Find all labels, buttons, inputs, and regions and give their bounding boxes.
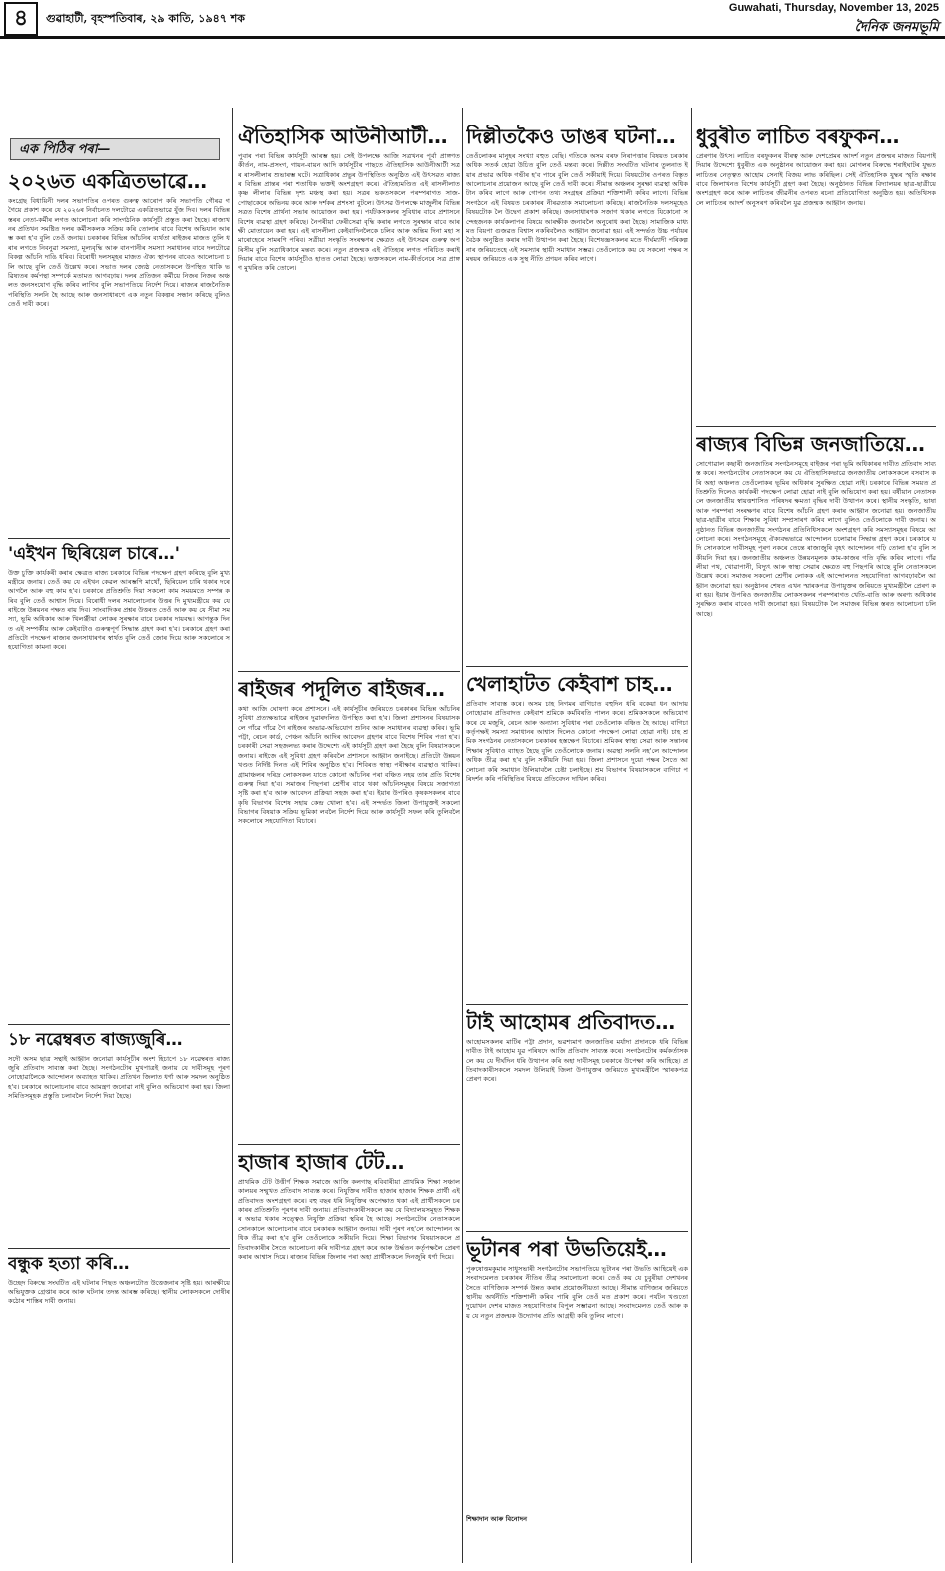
divider [8, 1024, 230, 1025]
divider [696, 426, 936, 427]
headline: ১৮ নৱেম্বৰত ৰাজ্যজুৰি… [8, 1030, 183, 1050]
column-3 [466, 125, 688, 1563]
article-auniati [238, 125, 460, 660]
article-body: কথা আজি ঘোষণা কৰে প্ৰশাসনে। এই কাৰ্যসূচীৰ জৰিয়তে চৰকাৰৰ বিভিন্ন আঁচনিৰ সুবিধা প্ৰত্যক্ষভাৱে ৰাইজৰ দুৱাৰদলিত উপস্থিত কৰা হ'ব। জিলা প্ৰশাসনৰ বিষয়াসকলে গাঁৱে গাঁৱে গৈ ৰাইজৰ অভাৱ-অভিযোগ শুনিব আৰু সমাধানৰ ব্যৱস্থা কৰিব। ভূমি পট্টা, ৰেচন কাৰ্ড, পেঞ্চন আঁচনি আদিৰ আবেদন গ্ৰহণৰ বাবে বিশেষ শিবিৰ পতা হ'ব। চৰকাৰী সেৱা সহজলভ্য কৰাৰ উদ্দেশ্যে এই কাৰ্যসূচী গ্ৰহণ কৰা হৈছে বুলি বিষয়াসকলে জনায়। ৰাইজে এই সুবিধা গ্ৰহণ কৰিবলৈ প্ৰশাসনে আহ্বান জনাইছে। প্ৰতিটো উন্নয়ন খণ্ডত নিৰ্দিষ্ট দিনত এই শিবিৰ অনুষ্ঠিত হ'ব। শিবিৰত স্বাস্থ্য পৰীক্ষাৰ ব্যৱস্থাও থাকিব। গ্ৰামাঞ্চলৰ দৰিদ্ৰ লোকসকল যাতে কোনো আঁচনিৰ পৰা বঞ্চিত নহয় তাৰ প্ৰতি বিশেষ গুৰুত্ব দিয়া হ'ব। সমাজৰ পিছপৰা শ্ৰেণীৰ বাবে থকা আঁচনিসমূহৰ বিষয়ে সজাগতা সৃষ্টি কৰা হ'ব আৰু আবেদন প্ৰক্ৰিয়া সহজ কৰা হ'ব। ইয়াৰ উপৰিও কৃষকসকলৰ বাবে কৃষি বিভাগৰ বিশেষ সহায় কেন্দ্ৰ খোলা হ'ব। এই সন্দৰ্ভত জিলা উপায়ুক্তই সকলো বিভাগৰ বিষয়াক সক্ৰিয় ভূমিকা লবলৈ নিৰ্দেশ দিয়ে আৰু কাৰ্যসূচী সফল কৰি তুলিবলৈ সকলোৰে সহযোগিতা বিচাৰে। [238, 705, 460, 826]
article-body: কংগ্ৰেছ বিধায়িনী দলৰ সভাপতিৰ ওপৰত গুৰুত্ব আৰোপ কৰি সভাপতি গৌৰৱ গগৈয়ে প্ৰকাশ কৰে যে ২০২৬ৰ নিৰ্বাচনত দলটোৱে একত্ৰিতভাৱে যুঁজ দিব। দলৰ বিভিন্ন স্তৰৰ নেতা-কৰ্মীৰ লগত আলোচনা কৰি সাংগঠনিক কাৰ্যসূচী প্ৰস্তুত কৰা হৈছে। ৰাজ্যখনৰ প্ৰতিখন সমষ্টিত দলৰ কৰ্মীসকলক সক্ৰিয় কৰি তোলাৰ বাবে বিশেষ অভিযান আৰম্ভ কৰা হ'ব বুলি তেওঁ জনায়। চৰকাৰৰ বিভিন্ন আঁচনিৰ ব্যৰ্থতা ৰাইজৰ মাজত তুলি ধৰাৰ লগতে নিবনুৱা সমস্যা, মূল্যবৃদ্ধি আৰু বানপানীৰ সমস্যা সমাধানৰ বাবে দলটোৱে বিকল্প আঁচনি দাঙি ধৰিব। বিৰোধী দলসমূহৰ মাজত ঐক্য স্থাপনৰ বাবেও আলোচনা চলি আছে বুলি তেওঁ উল্লেখ কৰে। সভাত দলৰ জ্যেষ্ঠ নেতাসকলে উপস্থিত থাকি ভৱিষ্যতৰ কৰ্মপন্থা সম্পৰ্কে মতামত আগবঢ়ায়। দলৰ প্ৰতিজন কৰ্মীয়ে নিজৰ নিজৰ অঞ্চলত জনসংযোগ বৃদ্ধি কৰিব লাগিব বুলি সভাপতিয়ে নিৰ্দেশ দিয়ে। ৰাজ্যৰ ৰাজনৈতিক পৰিস্থিতি সলনি হৈ আছে আৰু জনসাধাৰণে এক নতুন বিকল্পৰ সন্ধান কৰিছে বুলিও তেওঁ দাবী কৰে। [8, 197, 230, 308]
headline: খেলাহাটত কেইবাশ চাহ… [466, 672, 673, 696]
article-ekatritabhave [8, 170, 230, 525]
headline: বন্ধুক হত্যা কৰি… [8, 1254, 130, 1274]
divider [466, 666, 688, 667]
date-assamese: গুৱাহাটী, বৃহস্পতিবাৰ, ২৯ কাতি, ১৯৪৭ শক [46, 12, 245, 25]
page-header [0, 0, 945, 39]
article-body: সোণোৱাল কছাৰী জনজাতিৰ সংগঠনসমূহে বাইজৰ পৰা ভূমি অধিকাৰৰ দাবীত প্ৰতিবাদ সাব্যস্ত কৰে। সংগঠনটোৰ নেতাসকলে কয় যে ঐতিহাসিকভাৱে জনজাতীয় লোকসকলে বসবাস কৰি অহা অঞ্চলত তেওঁলোকৰ ভূমিৰ অধিকাৰ সুৰক্ষিত হোৱা নাই। চৰকাৰে বিভিন্ন সময়ত প্ৰতিশ্ৰুতি দিলেও কাৰ্যকৰী পদক্ষেপ লোৱা হোৱা নাই বুলি অভিযোগ কৰা হয়। বৰ্ষীয়ান নেতাসকলে জনজাতীয় স্বায়ত্তশাসিত পৰিষদৰ ক্ষমতা বৃদ্ধিৰ দাবী উত্থাপন কৰে। স্থানীয় সংস্কৃতি, ভাষা আৰু পৰম্পৰা সংৰক্ষণৰ বাবে বিশেষ আঁচনি গ্ৰহণ কৰাৰ আহ্বান জনোৱা হয়। জনজাতীয় ছাত্ৰ-ছাত্ৰীৰ বাবে শিক্ষাৰ সুবিধা সম্প্ৰসাৰণ কৰিব লাগে বুলিও তেওঁলোকে দাবী জনায়। অনুষ্ঠানত বিভিন্ন জনজাতীয় সংগঠনৰ প্ৰতিনিধিসকলে অংশগ্ৰহণ কৰি সমস্যাসমূহৰ বিষয়ে আলোচনা কৰে। সংগঠনসমূহে ঐক্যবদ্ধভাৱে আন্দোলন চলোৱাৰ সিদ্ধান্ত গ্ৰহণ কৰে। চৰকাৰে যদি সোনকালে দাবীসমূহ পূৰণ নকৰে তেন্তে ৰাজ্যজুৰি বৃহৎ আন্দোলন গঢ়ি তোলা হ'ব বুলি সকীয়নি দিয়া হয়। জনজাতীয় অঞ্চলত উন্নয়নমূলক কাম-কাজৰ গতি বৃদ্ধি কৰিব লাগে। গাঁৱলীয়া পথ, খোৱাপানী, বিদ্যুৎ আৰু স্বাস্থ্য সেৱাৰ ক্ষেত্ৰত বহু পিছপৰি আছে বুলি নেতাসকলে উল্লেখ কৰে। সমাজৰ সকলো শ্ৰেণীৰ লোকক এই আন্দোলনত সহযোগিতা আগবঢ়াবলৈ আহ্বান জনোৱা হয়। অনুষ্ঠানৰ শেষত এখন স্মাৰকপত্ৰ উপায়ুক্তৰ জৰিয়তে মুখ্যমন্ত্ৰীলৈ প্ৰেৰণ কৰা হয়। ইয়াৰ উপৰিও জনজাতীয় লোকসকলৰ পৰম্পৰাগত খেতি-বাতি আৰু অৰণ্য অধিকাৰ সুৰক্ষিত কৰাৰ বাবেও দাবী জনোৱা হয়। বিষয়টোক লৈ সমাজৰ বিভিন্ন স্তৰত আলোচনা চলি আছে। [696, 460, 936, 618]
article-body: প্ৰেৰণাৰ উৎস। লাচিত বৰফুকনৰ বীৰত্ব আৰু দেশপ্ৰেমৰ আদৰ্শ নতুন প্ৰজন্মৰ মাজত বিয়পাই দিয়াৰ উদ্দেশ্যে ধুবুৰীত এক অনুষ্ঠানৰ আয়োজন কৰা হয়। মোগলৰ বিৰুদ্ধে শৰাইঘাটৰ যুদ্ধত লাচিতৰ নেতৃত্বত আহোম সেনাই বিজয় লাভ কৰিছিল। সেই ঐতিহাসিক যুদ্ধৰ স্মৃতি ৰক্ষাৰ বাবে জিলাখনত বিশেষ কাৰ্যসূচী গ্ৰহণ কৰা হৈছে। অনুষ্ঠানত বিভিন্ন বিদ্যালয়ৰ ছাত্ৰ-ছাত্ৰীয়ে অংশগ্ৰহণ কৰে আৰু লাচিতৰ জীৱনীৰ ওপৰত ৰচনা প্ৰতিযোগিতা অনুষ্ঠিত হয়। অতিথিসকলে লাচিতৰ আদৰ্শ অনুসৰণ কৰিবলৈ যুৱ প্ৰজন্মক আহ্বান জনায়। [696, 152, 936, 207]
masthead: দৈনিক জনমভূমি [854, 20, 939, 35]
article-body: পুৰুষোত্তমকুমাৰ সাধুসভাৰী সংগঠনটোৰ সভাপতিয়ে ভূটানৰ পৰা উভতি আহিয়েই এক সংবাদমেলত চৰকাৰৰ নীতিৰ তীব্ৰ সমালোচনা কৰে। তেওঁ কয় যে চুবুৰীয়া দেশখনৰ সৈতে বাণিজ্যিক সম্পৰ্ক উন্নত কৰাৰ প্ৰয়োজনীয়তা আছে। সীমান্ত বাণিজ্যৰ জৰিয়তে স্থানীয় অৰ্থনীতি শক্তিশালী কৰিব পাৰি বুলি তেওঁ মত প্ৰকাশ কৰে। পৰ্যটন খণ্ডতো দুয়োখন দেশৰ মাজত সহযোগিতাৰ বিপুল সম্ভাৱনা আছে। সংবাদমেলত তেওঁ আৰু কয় যে নতুন প্ৰজন্মক উদ্যোগৰ প্ৰতি আগ্ৰহী কৰি তুলিব লাগে। [466, 1265, 688, 1320]
divider [238, 671, 460, 672]
article-bhutan [466, 1225, 688, 1563]
headline: দিল্লীতকৈও ডাঙৰ ঘটনা… [466, 125, 676, 148]
article-body: পুবাৰ পৰা বিভিন্ন কাৰ্যসূচী আৰম্ভ হয়। সেই উপলক্ষে আজি সত্ৰখনৰ পূৰ্বা প্ৰাঙ্গণত কীৰ্তন, নাম-প্ৰসংগ, গায়ন-বায়ন আদি কাৰ্যসূচীৰ পাছতে ঐতিহাসিক আউনীআটী সত্ৰৰ ৰাসলীলাৰ শুভাৰম্ভ ঘটে। সত্ৰাধিকাৰ প্ৰভুৰ উপস্থিতিত অনুষ্ঠিত এই উৎসৱত ৰাজ্যৰ বিভিন্ন প্ৰান্তৰ পৰা শতাধিক ভক্তই অংশগ্ৰহণ কৰে। ঐতিহ্যমণ্ডিত এই ৰাসলীলাত কৃষ্ণ লীলাৰ বিভিন্ন দৃশ্য মঞ্চস্থ কৰা হয়। সত্ৰৰ ভকতসকলে পৰম্পৰাগত সাজ-পোছাকেৰে অভিনয় কৰে আৰু দৰ্শকৰ প্ৰশংসা বুটলে। উৎসৱ উপলক্ষে মাজুলীৰ বিভিন্ন সত্ৰত বিশেষ প্ৰাৰ্থনা সভাৰ আয়োজন কৰা হয়। পৰ্যটকসকলৰ সুবিধাৰ বাবে প্ৰশাসনে বিশেষ ব্যৱস্থা গ্ৰহণ কৰিছে। নৈপৰীয়া ফেৰীসেৱা বৃদ্ধি কৰাৰ লগতে সুৰক্ষাৰ বাবে আৰক্ষী মোতায়েন কৰা হয়। এই ৰাসলীলা কেইবাদিনলৈকে চলিব আৰু অন্তিম দিনা মহা সমাৰোহেৰে সামৰণি পৰিব। সত্ৰীয়া সংস্কৃতি সংৰক্ষণৰ ক্ষেত্ৰত এই উৎসৱৰ গুৰুত্ব অপৰিসীম বুলি সত্ৰাধিকাৰে মন্তব্য কৰে। নতুন প্ৰজন্মক এই ঐতিহ্যৰ লগত পৰিচিত কৰাই দিয়াৰ বাবে বিশেষ কাৰ্যসূচীও হাতত লোৱা হৈছে। ভক্তসকলে নাম-কীৰ্তনেৰে সত্ৰ প্ৰাঙ্গণ মুখৰিত কৰি তোলে। [238, 152, 460, 273]
headline: ৰাইজৰ পদূলিত ৰাইজৰ… [238, 677, 445, 701]
article-body: প্ৰতিবাদ সাব্যস্ত কৰে। অসম চাহ নিগমৰ বাগিচাত বহুদিন ধৰি বকেয়া ধন আদায় নোহোৱাৰ প্ৰতিবাদত কেইবাশ শ্ৰমিকে কৰ্মবিৰতি পালন কৰে। শ্ৰমিকসকলে অভিযোগ কৰে যে মজুৰি, ৰেচন আৰু অন্যান্য সুবিধাৰ পৰা তেওঁলোক বঞ্চিত হৈ আছে। বাগিচা কৰ্তৃপক্ষই সমস্যা সমাধানৰ আশ্বাস দিলেও কোনো পদক্ষেপ লোৱা হোৱা নাই। চাহ শ্ৰমিক সংগঠনৰ নেতাসকলে চৰকাৰৰ হস্তক্ষেপ বিচাৰে। শ্ৰমিকৰ স্বাস্থ্য সেৱা আৰু সন্তানৰ শিক্ষাৰ সুবিধাও ব্যাহত হৈছে বুলি তেওঁলোকে জনায়। অৱস্থা সলনি নহ'লে আন্দোলন অধিক তীব্ৰ কৰা হ'ব বুলি সকীয়নি দিয়া হয়। জিলা প্ৰশাসনে দুয়ো পক্ষৰ সৈতে আলোচনা কৰি সমাধান উলিয়াবলৈ চেষ্টা চলাইছে। শ্ৰম বিভাগৰ বিষয়াসকলে বাগিচা পৰিদৰ্শন কৰি পৰিস্থিতিৰ বিষয়ে প্ৰতিবেদন দাখিল কৰিব। [466, 700, 688, 783]
article-tea-workers [466, 660, 688, 995]
divider [466, 1004, 688, 1005]
headline: ঐতিহাসিক আউনীআটী… [238, 125, 448, 148]
article-body: প্ৰাথমিক টেট উত্তীৰ্ণ শিক্ষক সমাজে আজি কলগাছ ৰবিবাৰীয়া প্ৰাথমিক শিক্ষা সঞ্চালকালয়ৰ সন্মুখত প্ৰতিবাদ সাব্যস্ত কৰে। নিযুক্তিৰ দাবীত হাজাৰ হাজাৰ শিক্ষক প্ৰাৰ্থী এই প্ৰতিবাদত অংশগ্ৰহণ কৰে। বহু বছৰ ধৰি নিযুক্তিৰ অপেক্ষাত থকা এই প্ৰাৰ্থীসকলে চৰকাৰৰ প্ৰতিশ্ৰুতি পূৰণৰ দাবী জনায়। প্ৰতিবাদকাৰীসকলে কয় যে বিদ্যালয়সমূহত শিক্ষকৰ অভাৱ থকাৰ সত্ত্বেও নিযুক্তি প্ৰক্ৰিয়া স্থবিৰ হৈ আছে। সংগঠনটোৰ নেতাসকলে সোনকালে আলোচনাৰ বাবে চৰকাৰক আহ্বান জনায়। দাবী পূৰণ নহ'লে আন্দোলন অধিক তীব্ৰ কৰা হ'ব বুলি তেওঁলোকে সকীয়নি দিয়ে। শিক্ষা বিভাগৰ বিষয়াসকলে প্ৰতিবাদকাৰীৰ সৈতে আলোচনা কৰি দাবীপত্ৰ গ্ৰহণ কৰে আৰু উৰ্দ্ধতন কৰ্তৃপক্ষলৈ প্ৰেৰণ কৰাৰ আশ্বাস দিয়ে। ৰাজ্যৰ বিভিন্ন জিলাৰ পৰা অহা প্ৰাৰ্থীসকলে দিনজুৰি ধৰ্ণা দিয়ে। [238, 1178, 460, 1261]
headline: ৰাজ্যৰ বিভিন্ন জনজাতিয়ে… [696, 432, 925, 456]
divider [8, 1248, 230, 1249]
article-body: সদৌ অসম ছাত্ৰ সন্থাই আহ্বান জনোৱা কাৰ্যসূচীৰ অংশ হিচাপে ১৮ নৱেম্বৰত ৰাজ্যজুৰি প্ৰতিবাদ সাব্যস্ত কৰা হৈছে। সংগঠনটোৰ মুখপাত্ৰই জনায় যে দাবীসমূহ পূৰণ নোহোৱালৈকে আন্দোলন অব্যাহত থাকিব। প্ৰতিখন জিলাত ধৰ্ণা আৰু সমদল অনুষ্ঠিত হ'ব। চৰকাৰে আলোচনাৰ বাবে আমন্ত্ৰণ জনোৱা নাই বুলিও অভিযোগ কৰা হয়। জিলা সমিতিসমূহক প্ৰস্তুতি চলাবলৈ নিৰ্দেশ দিয়া হৈছে। [8, 1054, 230, 1100]
article-body: উচ্ছেদ বিৰুদ্ধে সংঘটিত এই ঘটনাৰ পিছত অঞ্চলটোত উত্তেজনাৰ সৃষ্টি হয়। আৰক্ষীয়ে অভিযুক্তক গ্ৰেপ্তাৰ কৰে আৰু ঘটনাৰ তদন্ত আৰম্ভ কৰিছে। স্থানীয় লোকসকলে দোষীৰ কঠোৰ শাস্তিৰ দাবী জনায়। [8, 1278, 230, 1306]
article-delhi [466, 125, 688, 655]
article-body: তেওঁলোকৰ মানুহৰ সংখ্যা বহুত বেছি। গতিকে অসম বৰফ নিৰাপত্তাৰ বিষয়ত চৰকাৰ অধিক সতৰ্ক হোৱা উচিত বুলি তেওঁ মন্তব্য কৰে। দিল্লীত সংঘটিত ঘটনাৰ তুলনাত ইয়াৰ প্ৰভাৱ অধিক গভীৰ হ'ব পাৰে বুলি তেওঁ সকীয়াই দিয়ে। বিষয়টোৰ ওপৰত বিস্তৃত আলোচনাৰ প্ৰয়োজন আছে বুলি তেওঁ দাবী কৰে। সীমান্ত অঞ্চলৰ সুৰক্ষা ব্যৱস্থা অধিক টান কৰিব লাগে আৰু গোপন তথ্য সংগ্ৰহৰ প্ৰক্ৰিয়া শক্তিশালী কৰিব লাগে। বিভিন্ন সংগঠনে এই বিষয়ত চৰকাৰৰ নীৰৱতাক সমালোচনা কৰিছে। ৰাজনৈতিক দলসমূহেও বিষয়টোক লৈ উদ্বেগ প্ৰকাশ কৰিছে। জনসাধাৰণক সজাগ থকাৰ লগতে যিকোনো সন্দেহজনক কাৰ্যকলাপৰ বিষয়ে আৰক্ষীক জনাবলৈ অনুৰোধ কৰা হৈছে। সামাজিক মাধ্যমত বিয়পা গুজৱত বিশ্বাস নকৰিবলৈও আহ্বান জনোৱা হয়। এই সন্দৰ্ভত উচ্চ পৰ্যায়ৰ বৈঠক অনুষ্ঠিত কৰাৰ দাবী উত্থাপন কৰা হৈছে। বিশেষজ্ঞসকলৰ মতে দীৰ্ঘম্যাদী পৰিকল্পনাৰ জৰিয়তেহে এই সমস্যাৰ স্থায়ী সমাধান সম্ভৱ। তেওঁলোকে কয় যে সকলো পক্ষৰ সমন্বয়ৰ জৰিয়তে এক সুস্থ নীতি প্ৰণয়ন কৰিব লাগে। [466, 152, 688, 263]
column-divider [462, 108, 463, 1563]
article-raijor-paduli [238, 665, 460, 1135]
article-18-november [8, 1018, 230, 1238]
headline: ২০২৬ত একত্ৰিতভাৱে… [8, 170, 208, 193]
column-divider [232, 108, 233, 1563]
divider [238, 1144, 460, 1145]
article-body: উক্ত চুক্তি কাৰ্যকৰী কৰাৰ ক্ষেত্ৰত ৰাজ্য চৰকাৰে বিভিন্ন পদক্ষেপ গ্ৰহণ কৰিছে বুলি মুখ্যমন্ত্ৰীয়ে জনায়। তেওঁ কয় যে এইখন কেৱল আৰম্ভণি মাথোঁ, ছিৰিয়েল চাৰি থকাৰ দৰে আগলৈ আৰু বহু কাম হ'ব। চৰকাৰে প্ৰতিশ্ৰুতি দিয়া সকলো কাম সময়মতে সম্পন্ন কৰিব বুলি তেওঁ আশ্বাস দিয়ে। বিৰোধী দলৰ সমালোচনাৰ উত্তৰ দি মুখ্যমন্ত্ৰীয়ে কয় যে ৰাইজে উন্নয়নৰ পক্ষত ৰায় দিব। সাংবাদিকৰ প্ৰশ্নৰ উত্তৰত তেওঁ আৰু কয় যে সীমা সমস্যা, ভূমি অধিকাৰ আৰু খিলঞ্জীয়া লোকৰ সুৰক্ষাৰ বাবে চৰকাৰ দায়বদ্ধ। আগন্তুক দিনত এই সম্পৰ্কীয় আৰু কেইবাটাও গুৰুত্বপূৰ্ণ সিদ্ধান্ত গ্ৰহণ কৰা হ'ব। চৰকাৰে গ্ৰহণ কৰা প্ৰতিটো পদক্ষেপ ৰাজ্যৰ জনসাধাৰণৰ স্বাৰ্থত বুলি তেওঁ জোৰ দিয়ে আৰু সকলোৰে সহযোগিতা কামনা কৰে। [8, 568, 230, 652]
column-2 [238, 125, 460, 1563]
column-4 [696, 125, 936, 1563]
divider [466, 1231, 688, 1232]
article-bandhuk [8, 1242, 230, 1562]
article-body: আহোমসকলৰ মাটিৰ পট্টা প্ৰদান, ভৱশ্যমাণ জনজাতিৰ মৰ্যাদা প্ৰদানকে ধৰি বিভিন্ন দাবীত টাই আহোম যুৱ পৰিষদে আজি প্ৰতিবাদ সাব্যস্ত কৰে। সংগঠনটোৰ কৰ্মকৰ্তাসকলে কয় যে দীৰ্ঘদিন ধৰি উত্থাপন কৰি অহা দাবীসমূহ চৰকাৰে উপেক্ষা কৰি আহিছে। প্ৰতিবাদকাৰীসকলে সমদল উলিয়াই জিলা উপায়ুক্তৰ জৰিয়তে মুখ্যমন্ত্ৰীলৈ স্মাৰকপত্ৰ প্ৰেৰণ কৰে। [466, 1038, 688, 1084]
headline: 'এইখন ছিৰিয়েল চাৰে…' [8, 544, 180, 564]
headline: ভূটানৰ পৰা উভতিয়েই… [466, 1237, 667, 1261]
article-tet [238, 1138, 460, 1563]
article-dhubri-lachit [696, 125, 936, 415]
date-english: Guwahati, Thursday, November 13, 2025 [728, 2, 939, 14]
section-strip: এক পিঠিৰ পৰা— [10, 138, 220, 160]
column-1 [8, 170, 230, 1563]
headline: টাই আহোমৰ প্ৰতিবাদত… [466, 1010, 676, 1034]
bold-subline: শিক্ষাদান আৰু বিনোদন [466, 1515, 528, 1523]
headline: হাজাৰ হাজাৰ টেট… [238, 1150, 405, 1174]
headline: ধুবুৰীত লাচিত বৰফুকন… [696, 125, 900, 148]
article-tai-ahom [466, 998, 688, 1223]
article-janajati [696, 420, 936, 1563]
divider [8, 538, 230, 539]
page-number: ৪ [4, 2, 38, 36]
column-divider [691, 108, 692, 1563]
article-serial [8, 532, 230, 1012]
